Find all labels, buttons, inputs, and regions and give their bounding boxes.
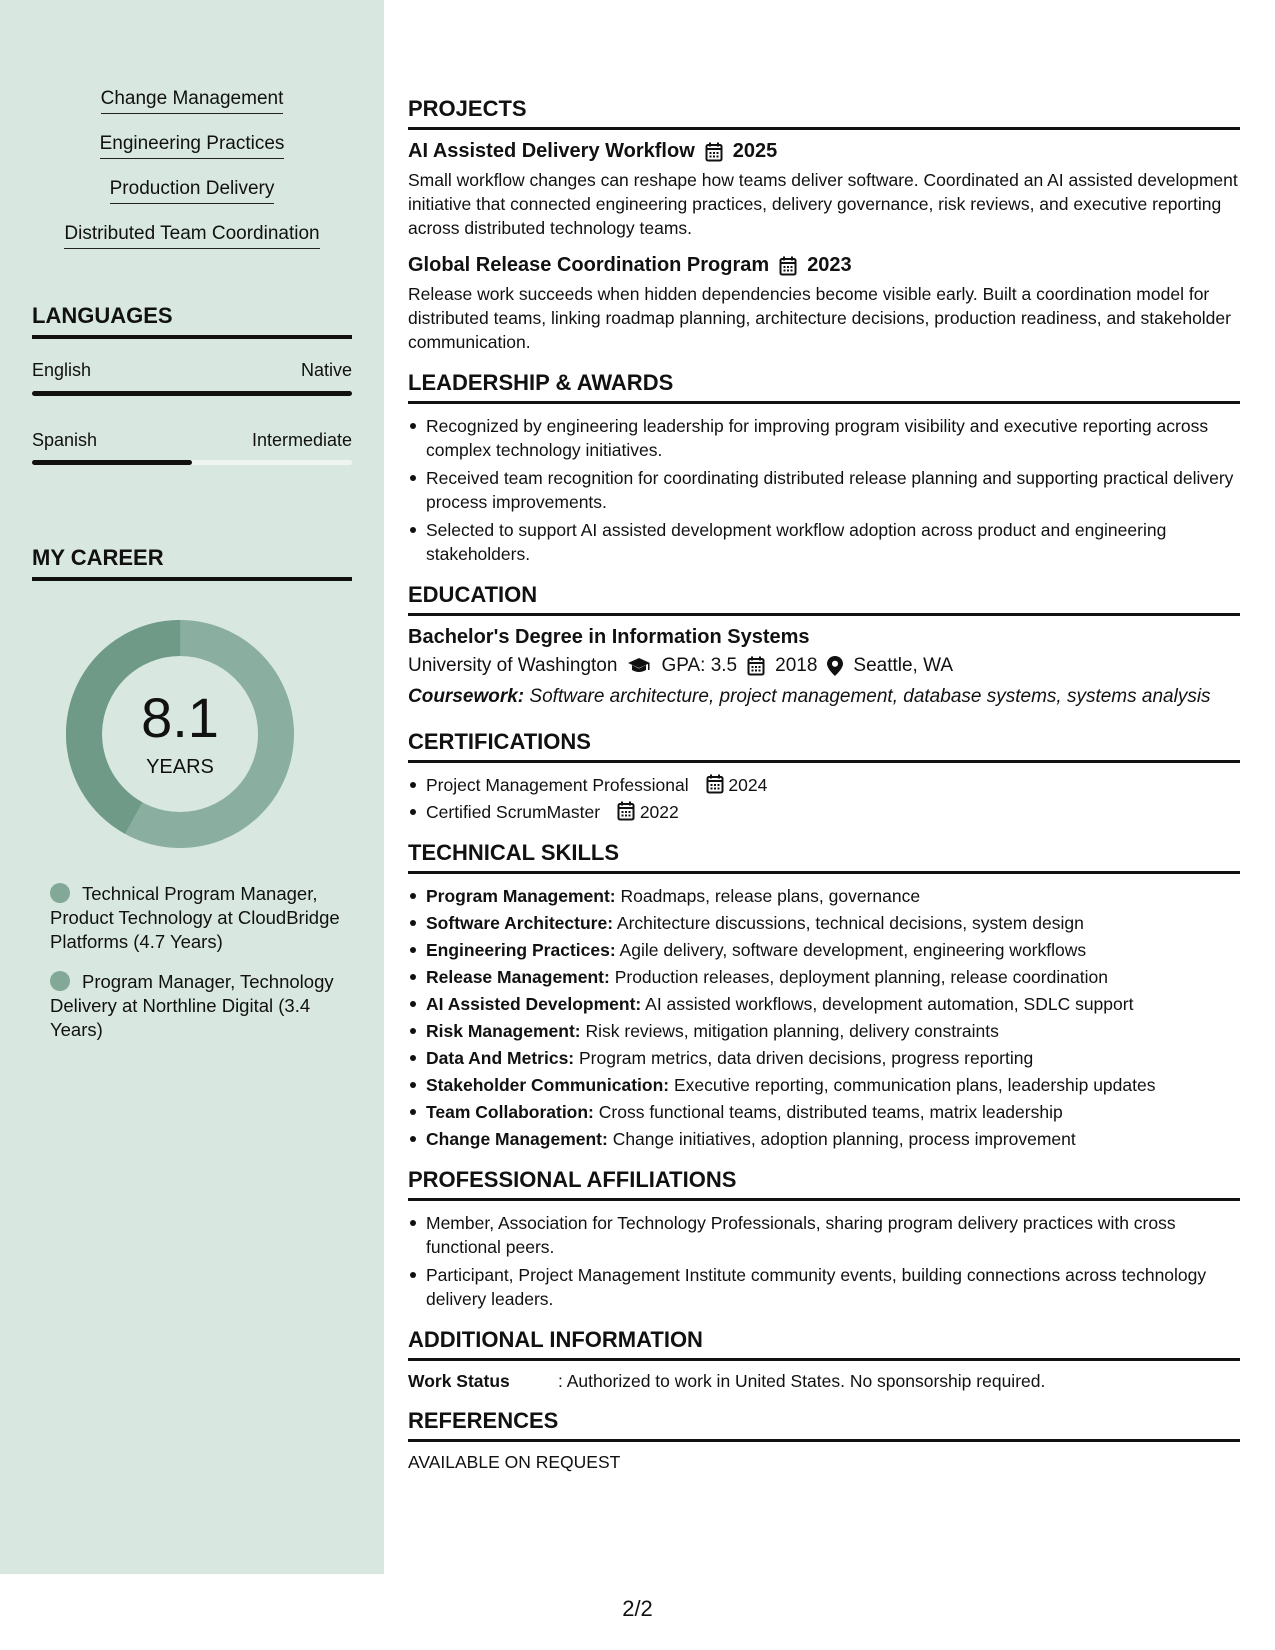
list-item: Risk Management: Risk reviews, mitigation planning, delivery constraints [408, 1019, 1240, 1043]
list-item: Participant, Project Management Institute community events, building connections across technology delivery leaders. [408, 1263, 1240, 1311]
education-heading: EDUCATION [408, 582, 1240, 616]
project-title: Global Release Coordination Program 2023 [408, 254, 852, 276]
language-bar [32, 391, 352, 396]
language-name: Spanish [32, 430, 98, 450]
work-status-value: : Authorized to work in United States. No sponsorship required. [558, 1371, 1046, 1391]
skill-tag: Production Delivery [0, 178, 384, 204]
projects-heading: PROJECTS [408, 96, 1240, 130]
awards-heading: LEADERSHIP & AWARDS [408, 370, 1240, 404]
calendar-icon [747, 656, 765, 676]
references-section [408, 1408, 1240, 1473]
project-title: AI Assisted Delivery Workflow 2025 [408, 140, 778, 162]
list-item: Release Management: Production releases, deployment planning, release coordination [408, 965, 1240, 989]
awards-list [408, 414, 1240, 566]
calendar-icon [706, 774, 724, 794]
certifications-section [408, 729, 1240, 824]
work-status-row [408, 1371, 1240, 1392]
list-item: Data And Metrics: Program metrics, data driven decisions, progress reporting [408, 1046, 1240, 1070]
technical-skills-heading: TECHNICAL SKILLS [408, 840, 1240, 874]
language-row [32, 430, 352, 451]
gpa: GPA: 3.5 [661, 655, 738, 676]
list-item: Stakeholder Communication: Executive reporting, communication plans, leadership updates [408, 1073, 1240, 1097]
career-total: 8.1 [141, 686, 219, 749]
additional-info-heading: ADDITIONAL INFORMATION [408, 1327, 1240, 1361]
calendar-icon [779, 256, 797, 276]
sidebar [0, 0, 384, 1574]
language-row [32, 360, 352, 381]
school-name: University of Washington [408, 655, 618, 676]
career-list [50, 882, 340, 1058]
career-unit: YEARS [146, 756, 214, 778]
language-bar-fill [32, 391, 352, 396]
certifications-heading: CERTIFICATIONS [408, 729, 1240, 763]
language-bar-fill [32, 460, 192, 465]
affiliations-list [408, 1211, 1240, 1311]
calendar-icon [617, 801, 635, 821]
graduation-year: 2018 [775, 655, 818, 676]
list-item: Certified ScrumMaster 2022 [408, 800, 1240, 824]
graduation-cap-icon [627, 656, 651, 676]
list-item: Engineering Practices: Agile delivery, software development, engineering workflows [408, 938, 1240, 962]
legend-dot-icon [50, 971, 70, 991]
list-item: Program Management: Roadmaps, release plans, governance [408, 884, 1240, 908]
language-level: Native [300, 360, 352, 380]
skill-tag: Distributed Team Coordination [0, 223, 384, 249]
list-item: Team Collaboration: Cross functional teams, distributed teams, matrix leadership [408, 1100, 1240, 1124]
references-text: AVAILABLE ON REQUEST [408, 1452, 621, 1472]
list-item: Selected to support AI assisted development workflow adoption across product and engineering stakeholders. [408, 518, 1240, 566]
affiliations-heading: PROFESSIONAL AFFILIATIONS [408, 1167, 1240, 1201]
education-section [408, 582, 1240, 709]
coursework: Coursework: Software architecture, project management, database systems, systems analysis [408, 686, 1211, 707]
location-pin-icon [827, 656, 843, 676]
main-content [408, 96, 1240, 1489]
list-item: Change Management: Change initiatives, adoption planning, process improvement [408, 1127, 1240, 1151]
additional-info-section [408, 1327, 1240, 1392]
certifications-list [408, 773, 1240, 824]
education-meta [408, 655, 1240, 677]
languages-heading: LANGUAGES [32, 303, 352, 339]
career-item: Technical Program Manager, Product Technology at CloudBridge Platforms (4.7 Years) [50, 883, 340, 952]
legend-dot-icon [50, 883, 70, 903]
list-item: Project Management Professional 2024 [408, 773, 1240, 797]
page-number: 2/2 [622, 1596, 653, 1621]
list-item: Recognized by engineering leadership for improving program visibility and executive reporting across complex technology initiatives. [408, 414, 1240, 462]
degree-title: Bachelor's Degree in Information Systems [408, 626, 810, 648]
list-item: Received team recognition for coordinating distributed release planning and supporting practical delivery process improvements. [408, 466, 1240, 514]
career-heading: MY CAREER [32, 545, 352, 581]
affiliations-section [408, 1167, 1240, 1311]
skill-tag: Engineering Practices [0, 133, 384, 159]
skill-tag: Change Management [0, 88, 384, 114]
career-item: Program Manager, Technology Delivery at Northline Digital (3.4 Years) [50, 971, 334, 1040]
technical-skills-section [408, 840, 1240, 1151]
project-description: Small workflow changes can reshape how teams deliver software. Coordinated an AI assisted development initiative that connected engineering practices, delivery governance, risk reviews, and executive reporting across distributed technology teams. [408, 170, 1238, 238]
language-level: Intermediate [251, 430, 352, 450]
list-item: Member, Association for Technology Professionals, sharing program delivery practices with cross functional peers. [408, 1211, 1240, 1259]
list-item: Software Architecture: Architecture discussions, technical decisions, system design [408, 911, 1240, 935]
references-heading: REFERENCES [408, 1408, 1240, 1442]
projects-section [408, 96, 1240, 354]
calendar-icon [705, 142, 723, 162]
technical-skills-list [408, 884, 1240, 1151]
list-item: AI Assisted Development: AI assisted workflows, development automation, SDLC support [408, 992, 1240, 1016]
language-name: English [32, 360, 92, 380]
awards-section [408, 370, 1240, 566]
work-status-label: Work Status [408, 1371, 510, 1391]
location: Seattle, WA [853, 655, 954, 676]
language-bar [32, 460, 352, 465]
project-description: Release work succeeds when hidden dependencies become visible early. Built a coordination model for distributed teams, linking roadmap planning, architecture decisions, production readiness, and stakeholder communication. [408, 284, 1231, 352]
